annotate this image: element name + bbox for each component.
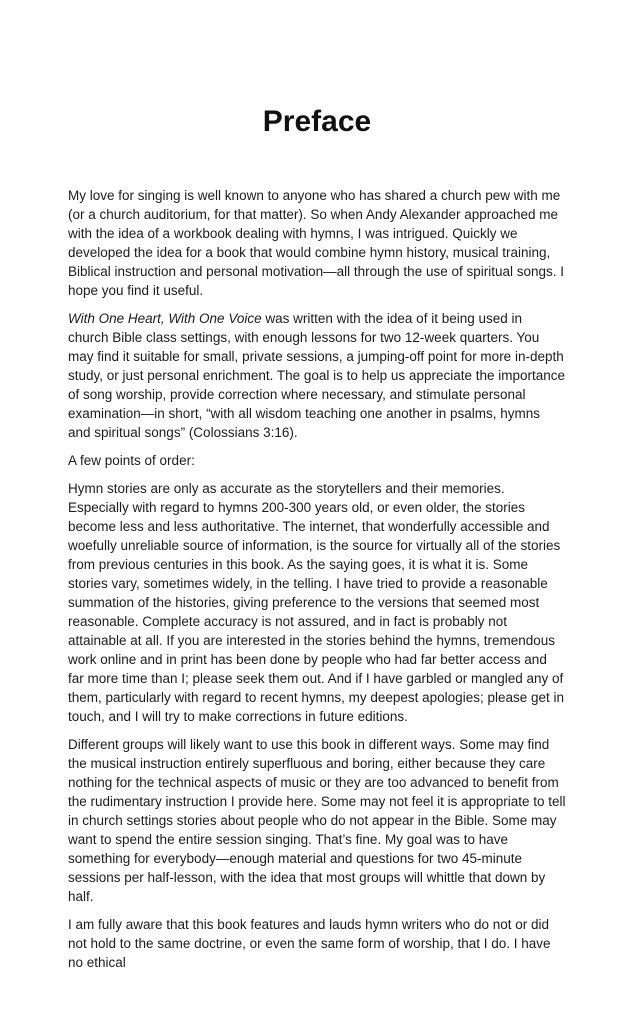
paragraph-hymn-stories-text: Hymn stories are only as accurate as the storytellers and their memories. Especially with regard to hymns 200-300 years old, or even older, the stories become less and less authoritative. The internet, that wonderfully accessible and woefully unreliable source of information, is the source for virtually all of the stories from previous centuries in this book. As the saying goes, it is what it is. Some stories vary, sometimes widely, in the telling. I have tried to provide a reasonable summation of the histories, giving preference to the versions that seemed most reasonable. Complete accuracy is not assured, and in fact is probably not attainable at all. If you are interested in the stories behind the hymns, tremendous work online and in print has been done by people who had far better access and far more time than I; please seek them out. And if I have garbled or mangled any of them, particularly with regard to recent hymns, my deepest apologies; please get in touch, and I will try to make corrections in future editions. — [68, 481, 565, 724]
page-title: Preface — [262, 105, 372, 138]
paragraph-book-purpose-text: was written with the idea of it being used in church Bible class settings, with enough lessons for two 12-week quarters. You may find it suitable for small, private sessions, a jumping-off point for more in-depth study, or just personal enrichment. The goal is to help us appreciate the importance of song worship, provide correction where necessary, and stimulate personal examination—in short, “with all wisdom teaching one another in psalms, hymns and spiritual songs” (Colossians 3:16). — [68, 311, 566, 440]
paragraph-points-of-order-heading — [68, 451, 566, 470]
paragraph-doctrine — [68, 915, 566, 972]
page-content — [0, 104, 630, 972]
paragraph-different-groups-text: Different groups will likely want to use this book in different ways. Some may find the musical instruction entirely superfluous and boring, either because they care nothing for the technical aspects of music or they are too advanced to benefit from the rudimentary instruction I provide here. Some may not feel it is appropriate to tell in church settings stories about people who do not appear in the Bible. Some may want to spend the entire session singing. That’s fine. My goal was to have something for everybody—enough material and questions for two 45-minute sessions per half-lesson, with the idea that most groups will whittle that down by half. — [68, 737, 566, 904]
paragraph-hymn-stories — [68, 479, 566, 726]
paragraph-book-purpose — [68, 309, 566, 442]
paragraph-intro-text: My love for singing is well known to anyone who has shared a church pew with me (or a church auditorium, for that matter). So when Andy Alexander approached me with the idea of a workbook dealing with hymns, I was intrigued. Quickly we developed the idea for a book that would combine hymn history, musical training, Biblical instruction and personal motivation—all through the use of spiritual songs. I hope you find it useful. — [68, 188, 565, 298]
paragraph-different-groups — [68, 735, 566, 906]
book-title-italic: With One Heart, With One Voice — [68, 311, 262, 326]
paragraph-doctrine-text: I am fully aware that this book features and lauds hymn writers who do not or did not hold to the same doctrine, or even the same form of worship, that I do. I have no ethical — [68, 917, 551, 970]
points-of-order-text: A few points of order: — [68, 453, 195, 468]
paragraph-intro — [68, 186, 566, 300]
document-page — [0, 104, 630, 1015]
